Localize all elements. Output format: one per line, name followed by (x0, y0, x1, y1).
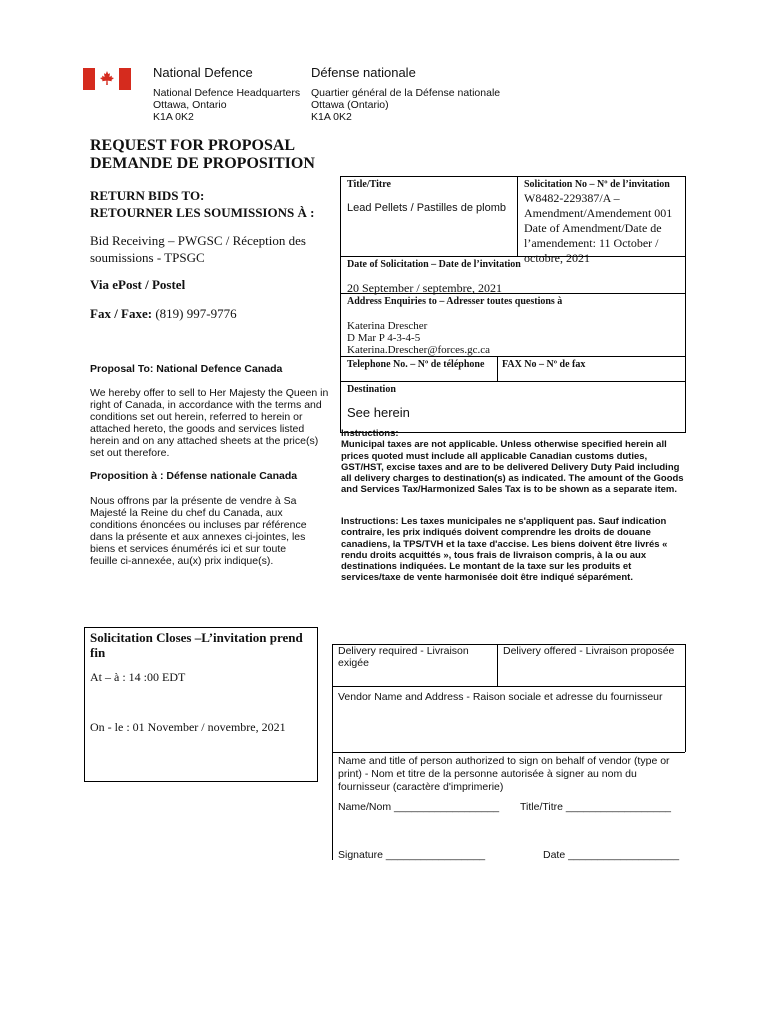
form-divider (497, 356, 498, 381)
delivery-offered-label: Delivery offered - Livraison proposée (503, 645, 675, 657)
form-line (340, 381, 685, 382)
closes-label: Solicitation Closes –L’invitation prend fin (90, 630, 303, 660)
enquiries-label: Address Enquiries to – Adresser toutes questions à (347, 296, 563, 307)
instructions-en: Instructions: Municipal taxes are not applicable. Unless otherwise specified herein all prices quoted must include all applicable Canadian customs duties, GST/HST, excise taxes and are to be delivered Delivery Duty Paid including all delivery charges to destination(s) as indicated. The amount of the Goods and Services Tax/Harmonized Sales Tax is to be shown as a separate item. (341, 428, 684, 496)
title-value: Lead Pellets / Pastilles de plomb (347, 202, 506, 214)
address-en: National Defence Headquarters Ottawa, Ontario K1A 0K2 (153, 87, 301, 123)
telephone-label: Telephone No. – Nº de téléphone (347, 359, 485, 370)
vendor-name-label: Vendor Name and Address - Raison sociale et adresse du fournisseur (338, 691, 663, 703)
address-fr: Quartier général de la Défense nationale Ottawa (Ontario) K1A 0K2 (311, 87, 501, 123)
closes-time: At – à : 14 :00 EDT (90, 670, 186, 684)
vendor-line (332, 686, 685, 687)
destination-value: See herein (347, 405, 410, 420)
date-of-solicitation-label: Date of Solicitation – Date de l’invitation (347, 259, 521, 270)
form-divider (517, 176, 518, 256)
form-line (340, 356, 685, 357)
fax-line (90, 306, 237, 322)
signature-field[interactable]: Signature _________________ (338, 849, 486, 861)
vendor-right-border (685, 644, 686, 752)
offer-text-en: We hereby offer to sell to Her Majesty the Queen in right of Canada, in accordance with the terms and conditions set out herein, referred to herein or attached hereto, the goods and services listed herein and on any attached sheets at the price(s) set out therefore. (90, 387, 329, 459)
form-right-border (685, 176, 686, 433)
fax-no-label: FAX No – Nº de fax (502, 359, 586, 370)
form-top-border (340, 176, 685, 177)
doc-title-fr: DEMANDE DE PROPOSITION (90, 155, 315, 172)
date-field[interactable]: Date ___________________ (543, 849, 680, 861)
date-of-solicitation-value: 20 September / septembre, 2021 (347, 281, 502, 295)
solicitation-no-label: Solicitation No – Nº de l’invitation (524, 179, 670, 190)
form-left-border (340, 176, 341, 433)
doc-title-en: REQUEST FOR PROPOSAL (90, 137, 296, 154)
delivery-required-label: Delivery required - Livraison exigée (338, 645, 469, 669)
contact-info: Katerina Drescher D Mar P 4-3-4-5 Katerina.Drescher@forces.gc.ca (347, 320, 490, 356)
dept-name-fr: Défense nationale (311, 65, 416, 80)
destination-label: Destination (347, 384, 396, 395)
via-epost: Via ePost / Postel (90, 277, 186, 292)
closes-date: On - le : 01 November / novembre, 2021 (90, 720, 286, 734)
fax-label: Fax / Faxe: (90, 306, 153, 321)
dept-name-en: National Defence (153, 65, 253, 80)
proposal-to: Proposal To: National Defence Canada (90, 363, 283, 375)
authorized-person-label: Name and title of person authorized to sign on behalf of vendor (type or print) - Nom et titre de la personne autorisée à signer au nom du fournisseur (caractère d'imprimerie) (338, 755, 670, 793)
title-field[interactable]: Title/Titre __________________ (520, 801, 672, 813)
vendor-line (332, 752, 685, 753)
instructions-fr: Instructions: Les taxes municipales ne s'appliquent pas. Sauf indication contraire, les prix indiqués doivent comprendre les droits de douane canadiens, la TPS/TVH et la taxe d'accise. Les biens doivent être livrés « rendu droits acquittés », tous frais de livraison compris, à la ou aux destinations indiquées. Le montant de la taxe sur les produits et services/taxe de vente harmonisée doit être indiqué séparément. (341, 516, 668, 584)
name-field[interactable]: Name/Nom __________________ (338, 801, 500, 813)
solicitation-no-value: W8482-229387/A – Amendment/Amendement 001 Date of Amendment/Date de l’amendement: 11 October / octobre, 2021 (524, 191, 673, 265)
bid-receiving: Bid Receiving – PWGSC / Réception des soumissions - TPSGC (90, 233, 306, 265)
canada-flag-icon (83, 68, 131, 90)
proposition-a: Proposition à : Défense nationale Canada (90, 470, 298, 482)
return-bids-heading: RETURN BIDS TO: RETOURNER LES SOUMISSIONS À : (90, 188, 315, 220)
title-label: Title/Titre (347, 179, 391, 190)
offer-text-fr: Nous offrons par la présente de vendre à Sa Majesté la Reine du chef du Canada, aux conditions énoncées ou incluses par référence dans la présente et aux annexes ci-jointes, les biens et services énumérés ici et sur toute feuille ci-annexée, au(x) prix indique(s). (90, 495, 307, 567)
vendor-divider (497, 644, 498, 686)
fax-value: (819) 997-9776 (152, 306, 237, 321)
